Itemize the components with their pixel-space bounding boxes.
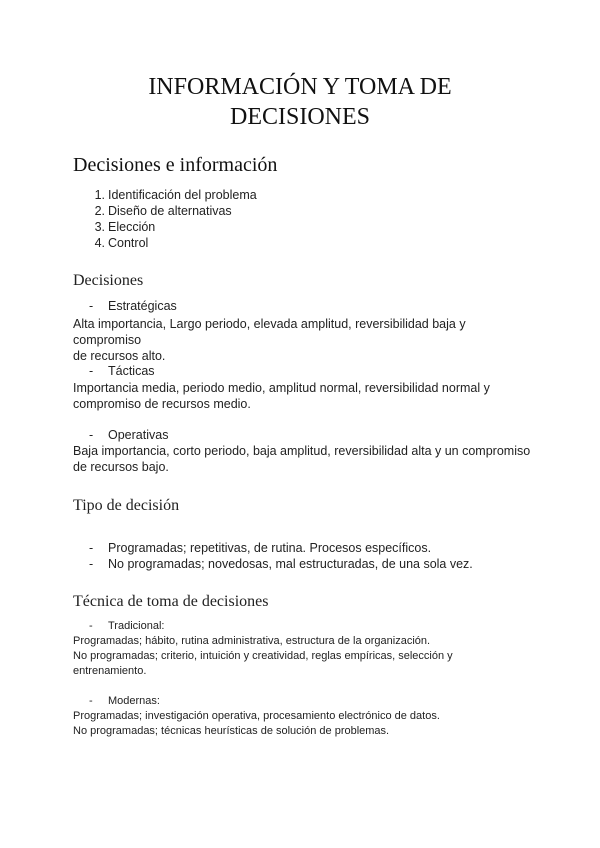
description-line: compromiso de recursos medio. [73,397,251,411]
section-heading-decisiones-informacion: Decisiones e información [73,154,278,176]
page-title-line1: INFORMACIÓN Y TOMA DE [148,74,452,100]
section-heading-decisiones: Decisiones [73,272,144,289]
list-item-text: No programadas; novedosas, mal estructuradas, de una sola vez. [108,557,473,571]
block-label-operativas: Operativas [108,428,169,442]
description-line: de recursos bajo. [73,460,169,474]
section-heading-tipo-decision: Tipo de decisión [73,497,180,514]
bullet-dash: - [89,695,93,707]
list-item-text: Control [108,236,149,250]
page-title [0,72,600,132]
description-line: de recursos alto. [73,349,166,363]
description-line: No programadas; técnicas heurísticas de solución de problemas. [73,725,390,737]
list-item-number: 2. [94,204,105,218]
description-line: Alta importancia, Largo periodo, elevada amplitud, reversibilidad baja y compromiso [73,317,466,347]
list-item-text: Elección [108,220,156,234]
list-item-number: 3. [94,220,105,234]
bullet-dash: - [89,364,94,378]
description-line: Baja importancia, corto periodo, baja amplitud, reversibilidad alta y un compromiso [73,444,531,458]
block-description [73,709,543,739]
description-line: No programadas; criterio, intuición y creatividad, reglas empíricas, selección y [73,650,453,662]
description-line: Programadas; hábito, rutina administrativa, estructura de la organización. [73,635,431,647]
block-label-tradicional: Tradicional: [108,620,165,632]
description-line: Importancia media, periodo medio, amplitud normal, reversibilidad normal y [73,381,490,395]
bullet-dash: - [89,541,94,555]
section-heading-tecnica: Técnica de toma de decisiones [73,593,269,610]
bullet-dash: - [89,620,93,632]
page-title-line2: DECISIONES [229,104,370,130]
block-description [73,380,533,412]
block-label-tacticas: Tácticas [108,364,155,378]
bullet-dash: - [89,557,94,571]
bullet-dash: - [89,299,94,313]
list-item-text: Diseño de alternativas [108,204,232,218]
list-item-number: 1. [94,188,105,202]
description-line: entrenamiento. [73,665,147,677]
block-description [73,316,533,364]
list-item-text: Programadas; repetitivas, de rutina. Procesos específicos. [108,541,432,555]
bullet-dash: - [89,428,94,442]
block-description [73,634,543,679]
list-item-number: 4. [94,236,105,250]
block-label-estrategicas: Estratégicas [108,299,177,313]
description-line: Programadas; investigación operativa, procesamiento electrónico de datos. [73,710,440,722]
block-label-modernas: Modernas: [108,695,160,707]
list-item-text: Identificación del problema [108,188,257,202]
block-description [73,443,533,475]
